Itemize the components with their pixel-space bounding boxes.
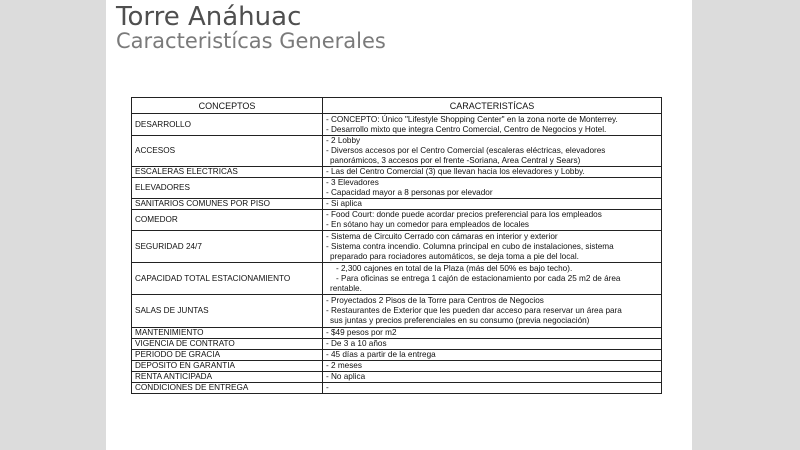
characteristic-line: - $49 pesos por m2	[326, 328, 397, 337]
table-row	[132, 199, 662, 210]
characteristic-cell	[323, 210, 662, 231]
characteristic-line: panorámicos, 3 accesos por el frente -Soriana, Area Central y Sears)	[330, 156, 581, 165]
table-row	[132, 361, 662, 372]
table-row	[132, 263, 662, 295]
characteristic-line: - Capacidad mayor a 8 personas por elevador	[326, 188, 493, 197]
characteristic-cell	[323, 383, 662, 394]
characteristic-line: - 2,300 cajones en total de la Plaza (más del 50% es bajo techo).	[336, 263, 573, 273]
characteristic-line: - Si aplica	[326, 199, 362, 208]
concept-cell: ELEVADORES	[132, 178, 323, 199]
slide-subtitle: Caracteristícas Generales	[116, 29, 386, 53]
characteristic-cell	[323, 231, 662, 263]
table-row	[132, 114, 662, 136]
characteristic-line: - No aplica	[326, 372, 366, 381]
characteristic-cell	[323, 114, 662, 136]
concept-cell: RENTA ANTICIPADA	[132, 372, 323, 383]
characteristic-line: - Food Court: donde puede acordar precios preferencial para los empleados	[326, 210, 602, 219]
slide	[106, 0, 692, 450]
table-row	[132, 350, 662, 361]
characteristic-line: - Proyectados 2 Pisos de la Torre para Centros de Negocios	[326, 296, 544, 305]
concept-cell: SANITARIOS COMUNES POR PISO	[132, 199, 323, 210]
table-row	[132, 339, 662, 350]
slide-title: Torre Anáhuac	[116, 2, 302, 32]
characteristic-cell	[323, 136, 662, 167]
concept-cell: SEGURIDAD 24/7	[132, 231, 323, 263]
characteristic-line: - Diversos accesos por el Centro Comercial (escaleras eléctricas, elevadores	[326, 146, 606, 155]
characteristic-cell	[323, 295, 662, 328]
characteristic-cell	[323, 263, 662, 295]
table-row	[132, 136, 662, 167]
table-row	[132, 372, 662, 383]
characteristic-cell	[323, 361, 662, 372]
concept-cell: MANTENIMIENTO	[132, 328, 323, 339]
concept-cell: DESARROLLO	[132, 114, 323, 136]
characteristic-line: - 2 Lobby	[326, 136, 361, 145]
concept-cell: CONDICIONES DE ENTREGA	[132, 383, 323, 394]
characteristic-line: - 3 Elevadores	[326, 178, 379, 187]
table-row	[132, 383, 662, 394]
concept-cell: ESCALERAS ELECTRICAS	[132, 167, 323, 178]
concept-cell: SALAS DE JUNTAS	[132, 295, 323, 328]
table-row	[132, 210, 662, 231]
table-header-row	[132, 98, 662, 114]
table-row	[132, 178, 662, 199]
characteristic-line: - Sistema contra incendio. Columna principal en cubo de instalaciones, sistema	[326, 241, 614, 251]
characteristic-cell	[323, 167, 662, 178]
concept-cell: PERIODO DE GRACIA	[132, 350, 323, 361]
characteristic-line: - 2 meses	[326, 361, 362, 370]
concept-cell: ACCESOS	[132, 136, 323, 167]
characteristic-line: - Sistema de Circuito Cerrado con cámaras en interior y exterior	[326, 231, 558, 241]
characteristic-line: - Desarrollo mixto que integra Centro Comercial, Centro de Negocios y Hotel.	[326, 124, 607, 134]
characteristic-cell	[323, 350, 662, 361]
characteristic-line: - CONCEPTO: Único "Lifestyle Shopping Center" en la zona norte de Monterrey.	[326, 114, 618, 124]
table-row	[132, 295, 662, 328]
characteristic-line: - Restaurantes de Exterior que les pueden dar acceso para reservar un área para	[326, 306, 622, 315]
characteristic-cell	[323, 339, 662, 350]
characteristic-line: - Para oficinas se entrega 1 cajón de estacionamiento por cada 25 m2 de área	[336, 273, 621, 283]
table-row	[132, 328, 662, 339]
characteristic-cell	[323, 199, 662, 210]
characteristic-cell	[323, 178, 662, 199]
column-header-concepts: CONCEPTOS	[132, 98, 323, 114]
concept-cell: CAPACIDAD TOTAL ESTACIONAMIENTO	[132, 263, 323, 295]
column-header-characteristics: CARACTERISTÍCAS	[323, 98, 662, 114]
concept-cell: VIGENCIA DE CONTRATO	[132, 339, 323, 350]
characteristic-line: - De 3 a 10 años	[326, 339, 387, 348]
characteristic-line: - En sótano hay un comedor para empleados de locales	[326, 220, 529, 229]
characteristic-line: - Las del Centro Comercial (3) que llevan hacia los elevadores y Lobby.	[326, 167, 585, 176]
characteristic-line: sus juntas y precios preferenciales en su consumo (previa negociación)	[330, 316, 590, 325]
table-row	[132, 231, 662, 263]
table-body	[132, 114, 662, 394]
characteristics-table	[131, 97, 662, 394]
concept-cell: COMEDOR	[132, 210, 323, 231]
table-row	[132, 167, 662, 178]
characteristic-line: - 45 días a partir de la entrega	[326, 350, 436, 359]
characteristic-line: -	[326, 383, 329, 392]
characteristic-line: rentable.	[330, 283, 362, 293]
concept-cell: DEPOSITO EN GARANTIA	[132, 361, 323, 372]
characteristic-line: preparado para rociadores automáticos, se deja toma a pie del local.	[330, 251, 579, 261]
characteristic-cell	[323, 372, 662, 383]
characteristic-cell	[323, 328, 662, 339]
